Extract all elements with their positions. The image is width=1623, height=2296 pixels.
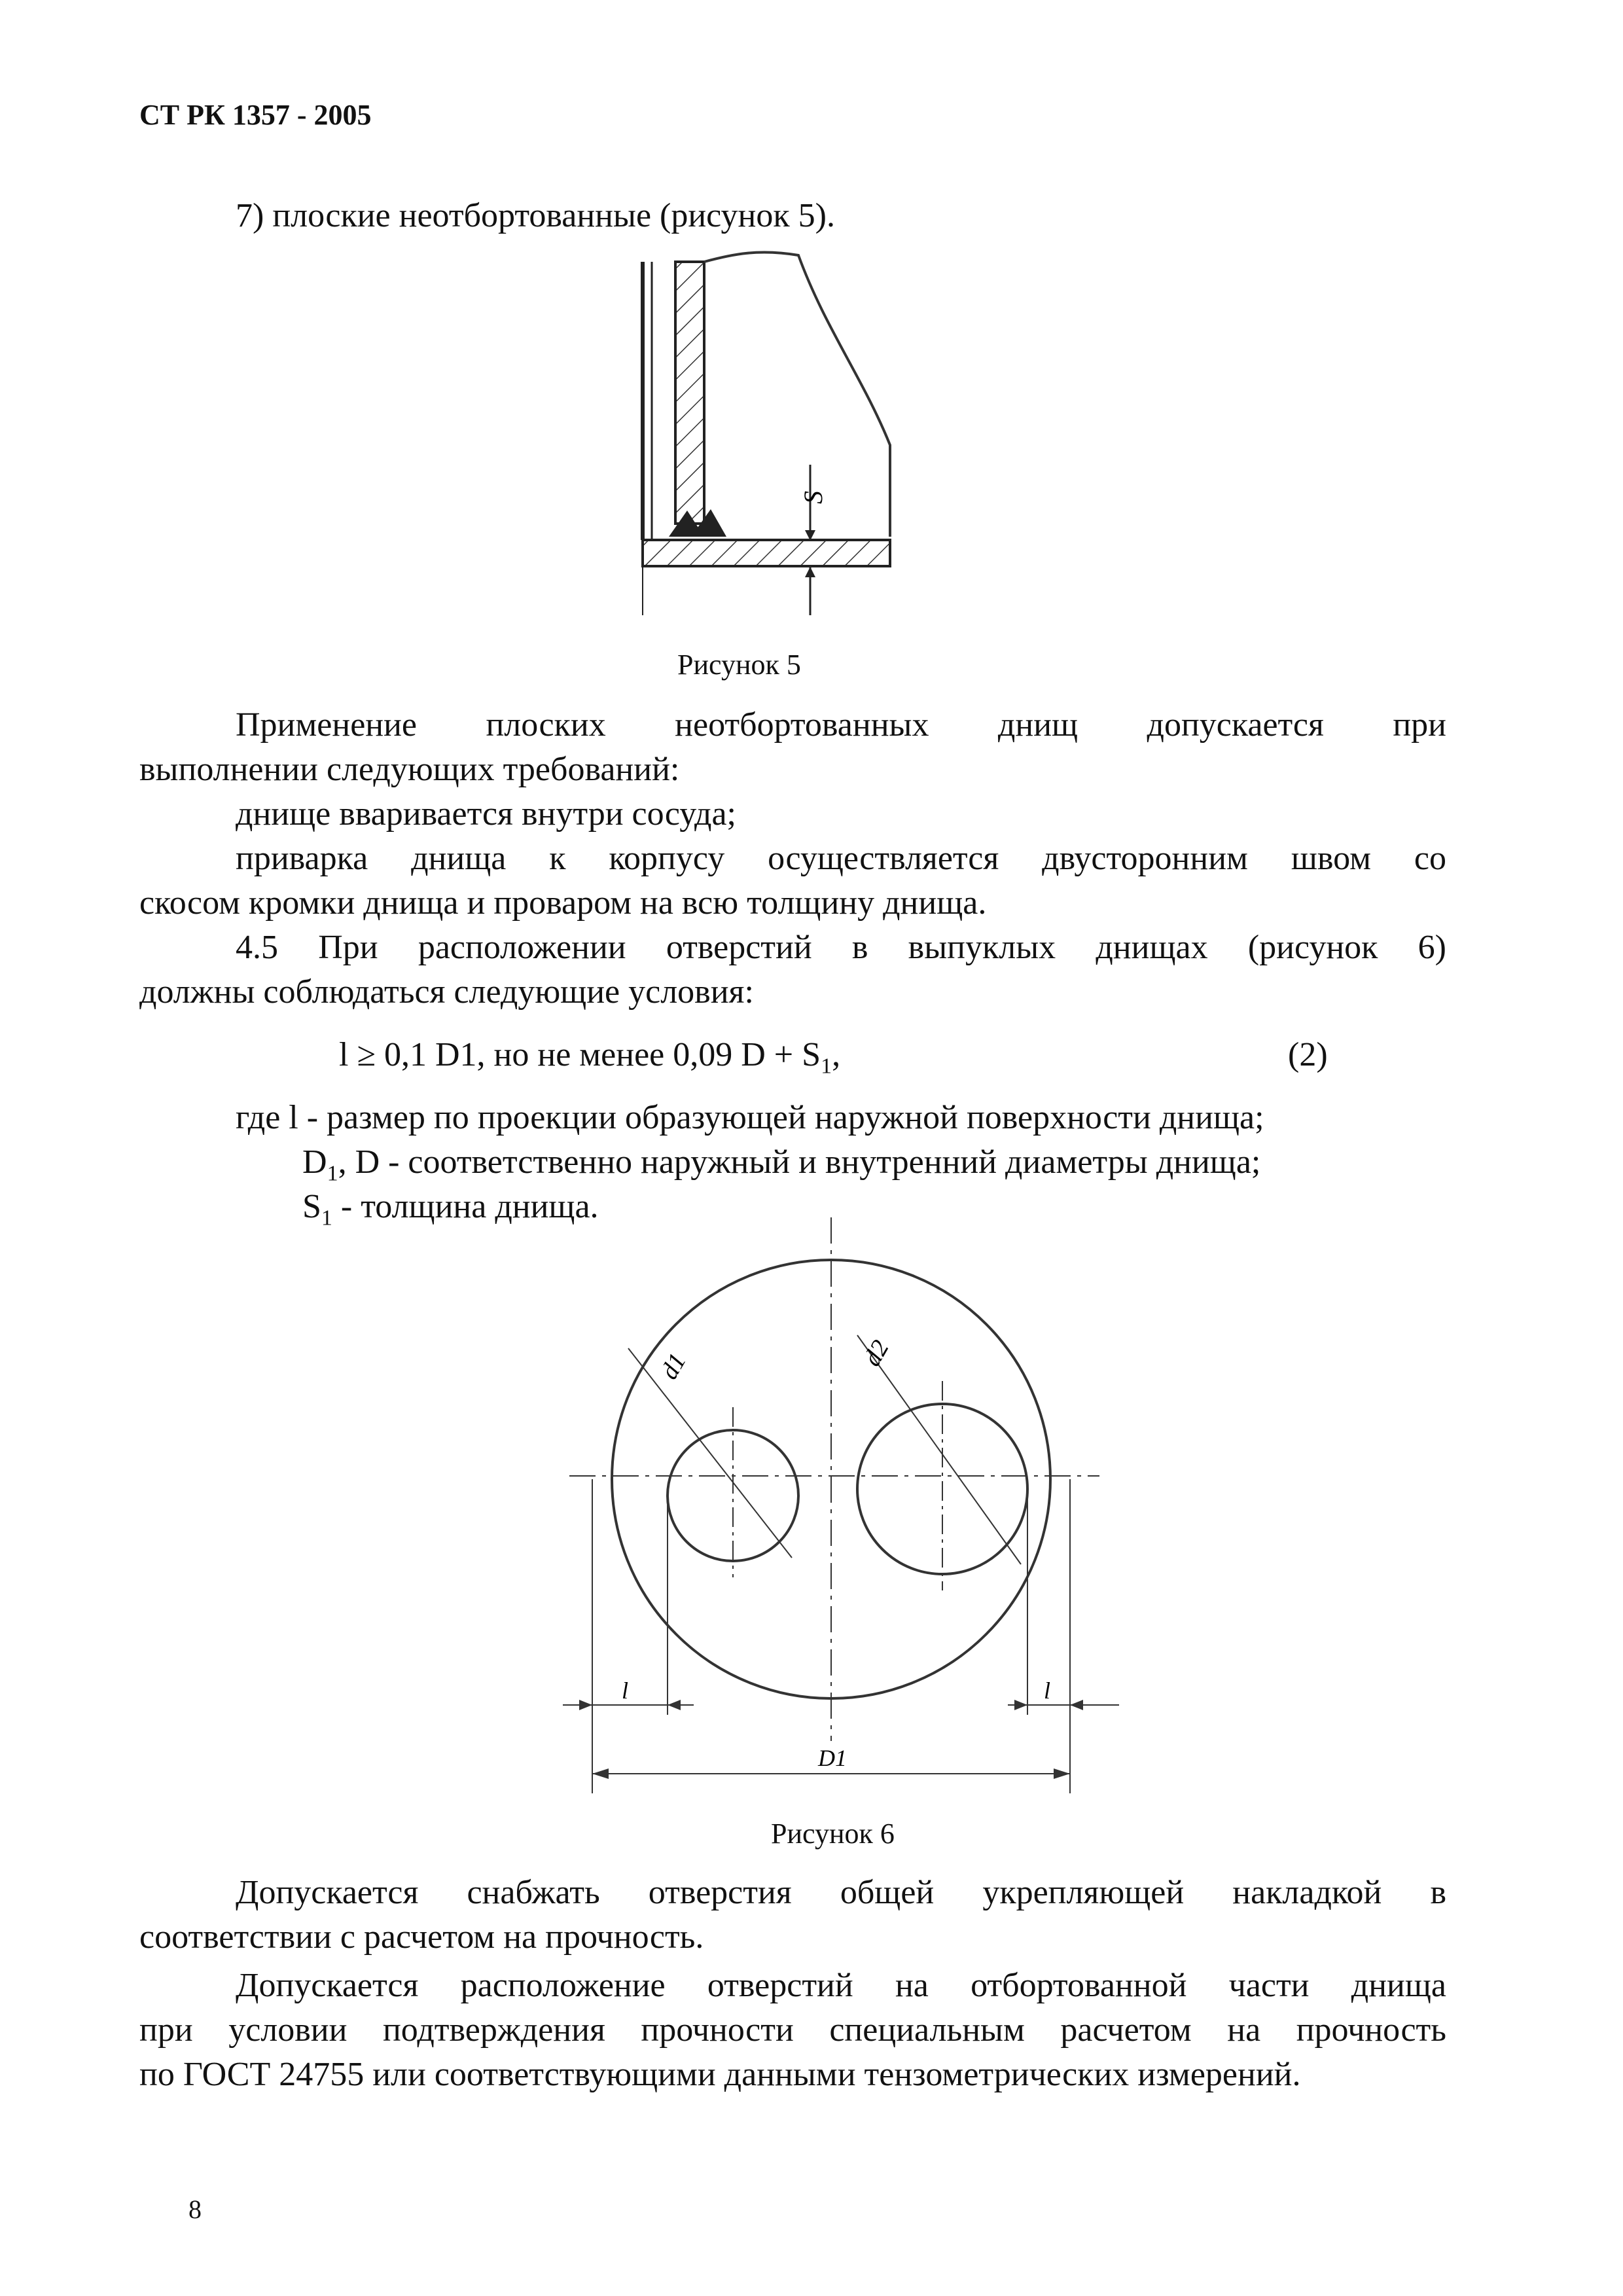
figure-5-label-s: S bbox=[798, 491, 828, 504]
legend-l: где l - размер по проекции образующей наружной поверхности днища; bbox=[236, 1099, 1264, 1136]
paragraph-line: по ГОСТ 24755 или соответствующими данными тензометрических измерений. bbox=[139, 2056, 1301, 2093]
section-4-5-line: должны соблюдаться следующие условия: bbox=[139, 973, 754, 1011]
figure-5-caption: Рисунок 5 bbox=[677, 649, 801, 681]
figure-6-label-l-left: l bbox=[622, 1677, 629, 1704]
legend-d: $D_1$, D - соответственно наружный и внутренний диаметры днища; bbox=[302, 1143, 1261, 1186]
figure-6-label-D1: D1 bbox=[818, 1745, 847, 1771]
section-4-5-line: 4.5 При расположении отверстий в выпуклых днищах (рисунок 6) bbox=[236, 929, 1446, 966]
figure-6-drawing bbox=[556, 1217, 1132, 1806]
paragraph-line: Допускается снабжать отверстия общей укрепляющей накладкой в bbox=[236, 1874, 1446, 1911]
page-number: 8 bbox=[188, 2195, 202, 2224]
figure-6-label-l-right: l bbox=[1044, 1677, 1051, 1704]
paragraph-line: Допускается расположение отверстий на отбортованной части днища bbox=[236, 1967, 1446, 2004]
requirement-2-line: приварка днища к корпусу осуществляется двусторонним швом со bbox=[236, 840, 1446, 877]
requirement-1: днище вваривается внутри сосуда; bbox=[236, 795, 736, 833]
paragraph-line: выполнении следующих требований: bbox=[139, 751, 680, 788]
legend-s: $S_1$ - толщина днища. bbox=[302, 1188, 599, 1230]
paragraph-line: при условии подтверждения прочности специальным расчетом на прочность bbox=[139, 2011, 1446, 2049]
document-code-header: СТ РК 1357 - 2005 bbox=[139, 99, 372, 131]
requirement-2-line: скосом кромки днища и проваром на всю толщину днища. bbox=[139, 884, 987, 922]
paragraph-line: Применение плоских неотбортованных днищ допускается при bbox=[236, 706, 1446, 744]
figure-6-caption: Рисунок 6 bbox=[771, 1818, 895, 1850]
formula-2: l ≥ 0,1 D1, но не менее 0,09 $D + S_1$, bbox=[339, 1036, 841, 1079]
list-item-7: 7) плоские неотбортованные (рисунок 5). bbox=[236, 197, 835, 234]
formula-number: (2) bbox=[1288, 1036, 1328, 1073]
figure-6-label-d2: d2 bbox=[858, 1335, 895, 1371]
figure-6-label-d1: d1 bbox=[655, 1348, 692, 1384]
paragraph-line: соответствии с расчетом на прочность. bbox=[139, 1918, 704, 1956]
figure-5-drawing bbox=[628, 249, 916, 628]
